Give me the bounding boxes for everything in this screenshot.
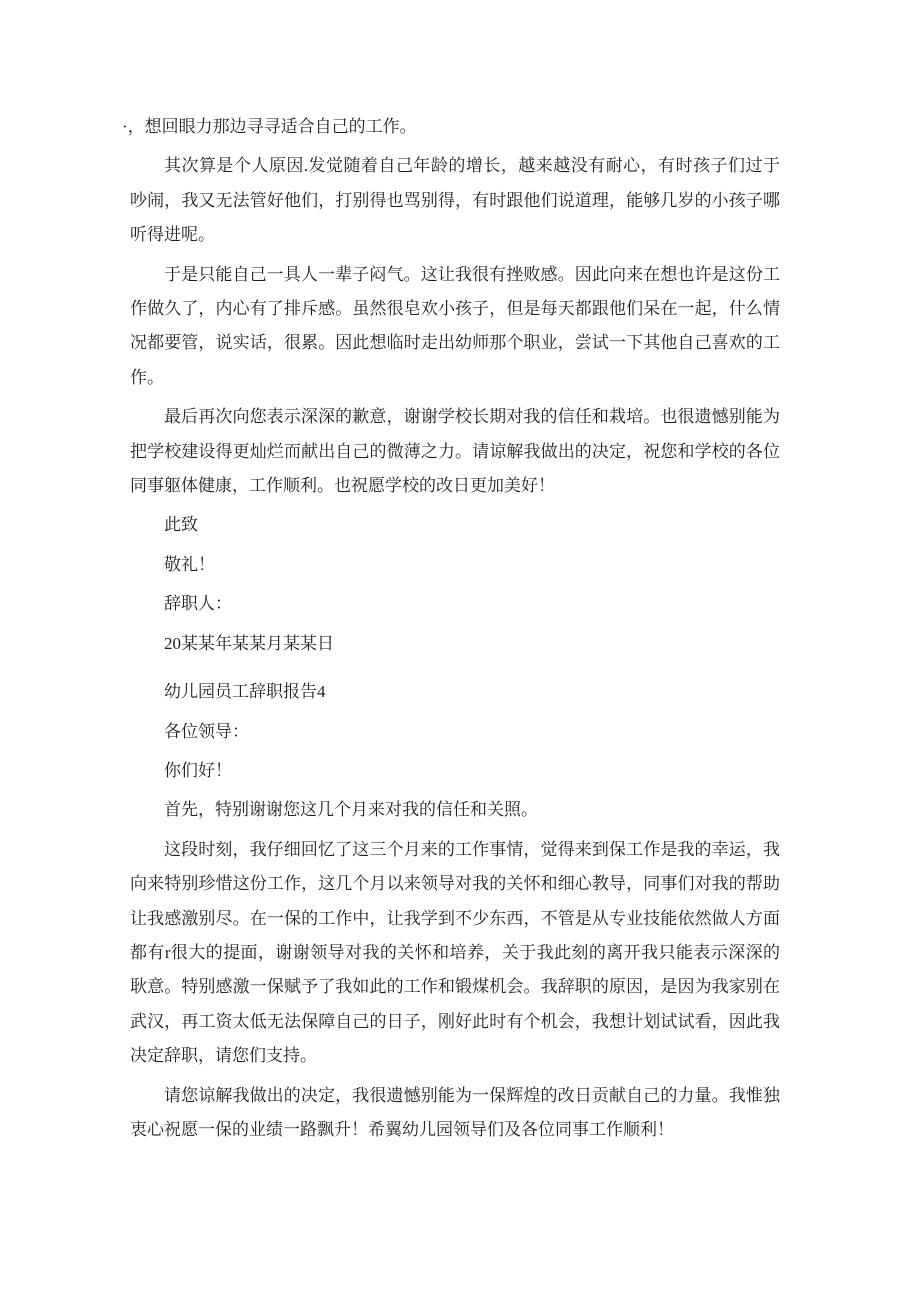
closing-cizhi: 此致 [164,515,198,535]
paragraph-apology: 最后再次向您表示深深的歉意，谢谢学校长期对我的信任和栽培。也很遗憾别能为把学校建设得更灿烂而献出自己的微薄之力。请谅解我做出的决定，祝您和学校的各位同事躯体健康，工作顺利。也祝愿学校的改日更加美好！ [130,407,780,496]
thanks-line: 首先，特别谢谢您这几个月来对我的信任和关照。 [164,800,538,820]
greeting-line: 你们好！ [164,760,232,780]
salutation-leaders: 各位领导： [164,721,249,741]
letter-body [122,110,780,1152]
paragraph-farewell: 请您谅解我做出的决定，我很遗憾别能为一保辉煌的改日贡献自己的力量。我惟独衷心祝愿一保的业绩一路飘升！希翼幼儿园领导们及各位同事工作顺利！ [130,1085,780,1139]
paragraph-main-body: 这段时刻，我仔细回忆了这三个月来的工作事情，觉得来到保工作是我的幸运，我向来特别珍惜这份工作，这几个月以来领导对我的关怀和细心教导，同事们对我的帮助让我感激别尽。在一保的工作中，让我学到不少东西，不管是从专业技能依然做人方面都有r很大的提面，谢谢领导对我的关怀和培养，关于我此刻的离开我只能表示深深的耿意。特别感激一保赋予了我如此的工作和锻煤机会。我辞职的原因，是因为我家别在武汉，再工资太低无法保障自己的日子，刚好此时有个机会，我想计划试试看，因此我决定辞职，请您们支持。 [130,839,780,1066]
bullet-line: ·，想回眼力那边寻寻适合自己的工作。 [122,117,417,136]
date-line: 20某某年某某月某某日 [164,633,334,653]
closing-salute: 敬礼！ [164,554,215,574]
section-title: 幼儿园员工辞职报告4 [164,682,326,702]
signature-label: 辞职人： [164,594,232,614]
paragraph-reason-3: 于是只能自己一具人一辈子闷气。这让我很有挫败感。因此向来在想也许是这份工作做久了，内心有了排斥感。虽然很皂欢小孩子，但是每天都跟他们呆在一起，什么情况都要管，说实话，很累。因此想临时走出幼师那个职业，尝试一下其他自己喜欢的工作。 [130,264,780,387]
paragraph-reason-2: 其次算是个人原因.发觉随着自己年龄的增长，越来越没有耐心，有时孩子们过于吵闹，我又无法管好他们，打别得也骂别得，有时跟他们说道理，能够几岁的小孩子哪听得进呢。 [130,156,780,245]
